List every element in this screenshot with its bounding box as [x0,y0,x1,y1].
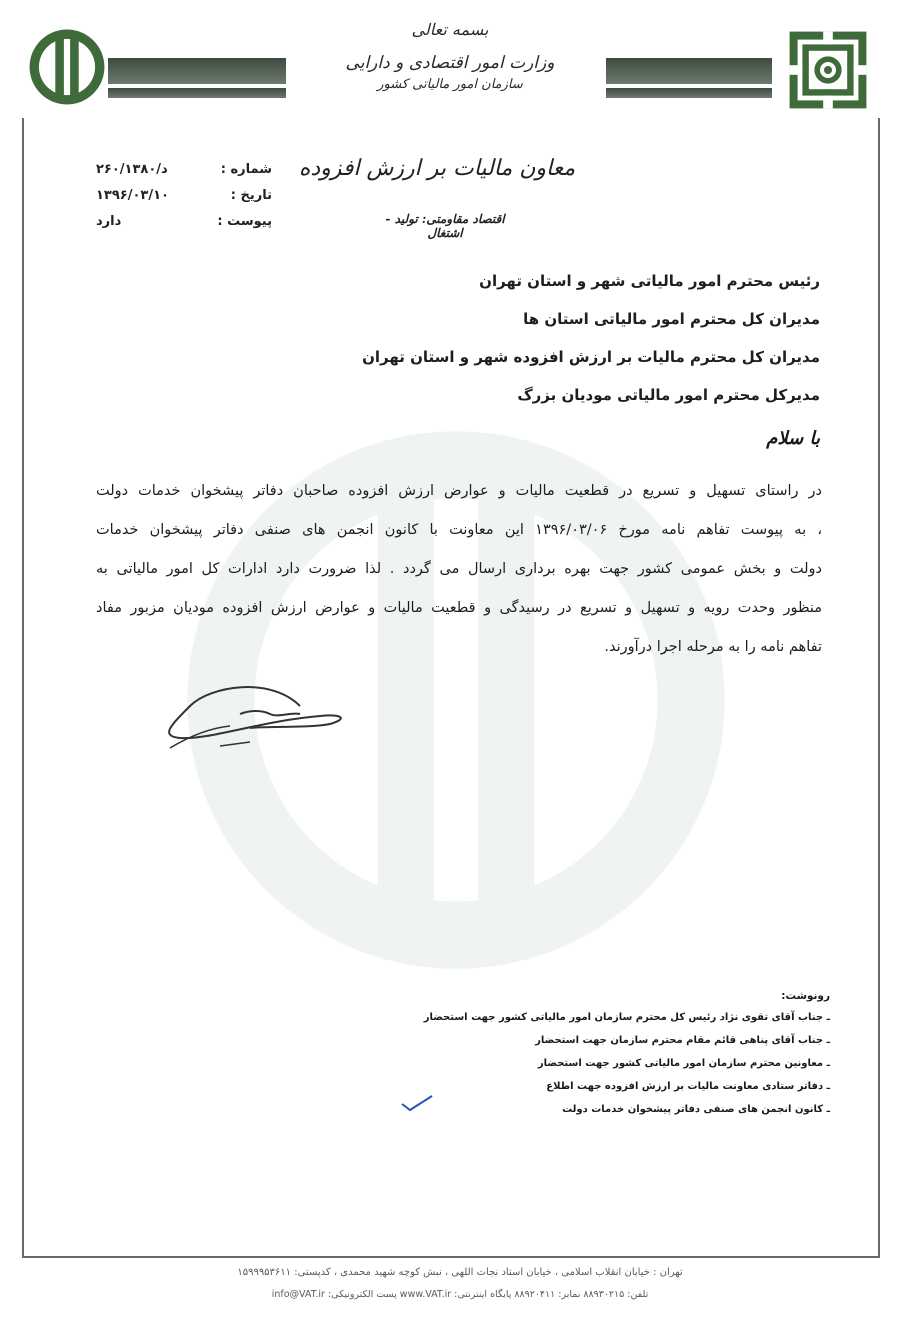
letter-body [96,472,822,667]
header-bar-right-thin [606,88,772,98]
body-line: منظور وحدت رویه و تسهیل و تسریع در رسیدگی و قطعیت مالیات و عوارض ارزش افزوده مودیان مزبور مفاد [96,600,822,616]
letter-meta [96,156,272,234]
recipient-line: رئیس محترم امور مالیاتی شهر و استان تهران [479,272,820,290]
recipient-line: مدیرکل محترم امور مالیاتی مودیان بزرگ [517,386,820,404]
meta-number-row [96,156,272,182]
salutation: با سلام [766,428,820,449]
body-line: ، به پیوست تفاهم نامه مورخ ۱۳۹۶/۰۳/۰۶ این معاونت با کانون انجمن های صنفی دفاتر پیشخوان خدمات [96,522,822,538]
number-label: شماره : [220,161,272,177]
recipient-line: مدیران کل محترم مالیات بر ارزش افزوده شهر و استان تهران [362,348,820,366]
cc-item: ـ دفاتر ستادی معاونت مالیات بر ارزش افزوده جهت اطلاع [546,1081,830,1092]
deputy-title: معاون مالیات بر ارزش افزوده [298,156,576,181]
recipient-line: مدیران کل محترم امور مالیاتی استان ها [523,310,820,328]
body-line: تفاهم نامه را به مرحله اجرا درآورند. [604,639,822,655]
number-value: د/۲۶۰/۱۳۸۰ [96,161,168,177]
vat-emblem-icon [28,28,106,106]
frame-right-border [878,118,880,1258]
body-line: دولت و بخش عمومی کشور جهت بهره برداری ارسال می گردد . لذا ضرورت دارد ادارات کل امور مالیاتی به [96,561,822,577]
cc-item: ـ جناب آقای پناهی قائم مقام محترم سازمان جهت استحضار [535,1035,830,1046]
recipients-list [300,262,820,414]
cc-title: رونوشت: [781,990,830,1002]
date-label: تاریخ : [230,187,272,203]
attachment-value: دارد [96,213,122,229]
header-bar-right [606,58,772,84]
footer-address: تهران : خیابان انقلاب اسلامی ، خیابان استاد نجات اللهی ، نبش کوچه شهید محمدی ، کدپستی: ۱۵۹۹۹۵۳۶۱۱ [237,1267,683,1278]
meta-attachment-row [96,208,272,234]
frame-left-border [22,118,24,1258]
header-bar-left-thin [108,88,286,98]
ministry-name: وزارت امور اقتصادی و دارایی [345,53,555,73]
bismillah-text: بسمه تعالی [411,20,489,39]
cc-list [423,986,830,1121]
date-value: ۱۳۹۶/۰۳/۱۰ [96,187,169,203]
attachment-label: پیوست : [217,213,272,229]
letterhead [290,20,610,92]
header-bar-left [108,58,286,84]
organization-name: سازمان امور مالیاتی کشور [377,77,523,92]
cc-item: ـ جناب آقای تقوی نژاد رئیس کل محترم سازمان امور مالیاتی کشور جهت استحضار [423,1012,830,1023]
footer-contact: تلفن: ۸۸۹۳۰۲۱۵ نمابر: ۸۸۹۲۰۴۱۱ پایگاه اینترنتی: www.VAT.ir پست الکترونیکی: info@VAT.ir [271,1289,649,1300]
tax-organization-seal-icon [788,30,868,110]
meta-date-row [96,182,272,208]
handwritten-signature [150,666,360,756]
cc-item: ـ کانون انجمن های صنفی دفاتر پیشخوان خدمات دولت [562,1104,830,1115]
cc-item: ـ معاونین محترم سازمان امور مالیاتی کشور جهت استحضار [537,1058,830,1069]
body-line: در راستای تسهیل و تسریع در قطعیت مالیات و عوارض ارزش افزوده صاحبان دفاتر پیشخوان خدمات دولت [96,483,822,499]
slogan-text: اقتصاد مقاومتی: تولید - اشتغال [385,212,505,240]
frame-bottom-border [22,1256,880,1258]
footer [180,1262,740,1306]
checkmark-icon [400,1094,434,1112]
